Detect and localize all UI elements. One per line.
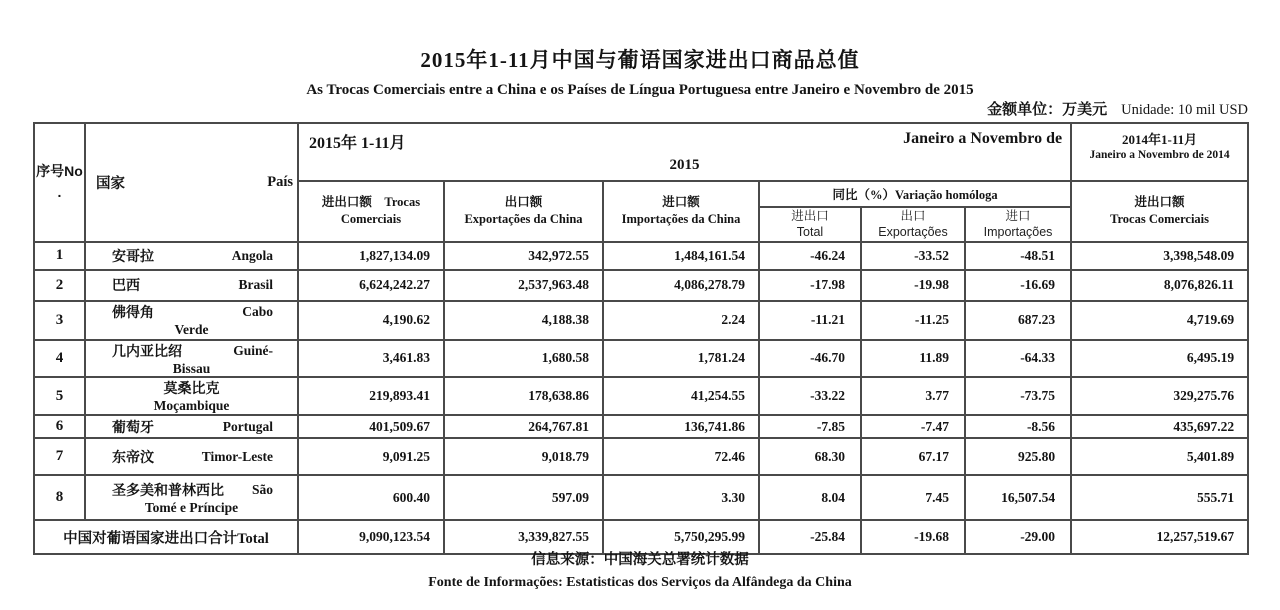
country-name-pt-line2: Verde: [174, 322, 209, 338]
col-header-exports-zh: 出口额: [504, 195, 543, 210]
country-cell: [85, 242, 298, 270]
col-header-country-zh: 国家: [96, 175, 125, 192]
col-header-yoy-total: [759, 207, 861, 242]
col-header-yoy-imports-pt: Importações: [983, 225, 1053, 240]
col-header-no-line1: 序号No: [36, 163, 83, 180]
total-trade-value: 9,090,123.54: [298, 520, 444, 554]
row-number: 3: [34, 301, 85, 340]
trade-value: 9,091.25: [298, 438, 444, 475]
header-row-1: [34, 123, 1248, 181]
yoy-imports-value: 16,507.54: [965, 475, 1071, 520]
header-period-2015: [298, 123, 1071, 181]
col-header-no-line2: .: [57, 184, 62, 201]
yoy-total-value: -46.70: [759, 340, 861, 378]
col-header-2014-trade-zh: 进出口额: [1134, 195, 1185, 210]
yoy-exports-value: -11.25: [861, 301, 965, 340]
header-period-2015-year: 2015: [669, 157, 700, 173]
imports-value: 4,086,278.79: [603, 270, 759, 301]
total-2014-value: 12,257,519.67: [1071, 520, 1248, 554]
country-name-zh: 东帝汶: [112, 450, 154, 466]
col-header-yoy-imports-zh: 进口: [1005, 209, 1031, 223]
row-number: 4: [34, 340, 85, 378]
page-title: 2015年1-11月中国与葡语国家进出口商品总值: [420, 48, 860, 72]
col-header-no: [34, 123, 85, 242]
imports-value: 1,781.24: [603, 340, 759, 378]
yoy-imports-value: -64.33: [965, 340, 1071, 378]
yoy-imports-value: -16.69: [965, 270, 1071, 301]
imports-value: 2.24: [603, 301, 759, 340]
country-name-zh: 安哥拉: [112, 249, 154, 265]
country-cell: [85, 377, 298, 415]
exports-value: 597.09: [444, 475, 603, 520]
country-name-pt-line2: Tomé e Príncipe: [144, 499, 239, 515]
header-period-2014: [1071, 123, 1248, 181]
country-name-pt: Guiné-: [233, 342, 273, 358]
col-header-trade-line2: Comerciais: [340, 212, 402, 227]
country-name-pt: Cabo: [242, 304, 273, 320]
imports-value: 136,741.86: [603, 415, 759, 438]
imports-value: 1,484,161.54: [603, 242, 759, 270]
country-name-pt: São: [251, 481, 273, 497]
yoy-total-value: -7.85: [759, 415, 861, 438]
yoy-exports-value: 11.89: [861, 340, 965, 378]
exports-value: 9,018.79: [444, 438, 603, 475]
total-imports-value: 5,750,295.99: [603, 520, 759, 554]
yoy-exports-value: -19.98: [861, 270, 965, 301]
table-body: [34, 242, 1248, 521]
row-number: 2: [34, 270, 85, 301]
total-exports-value: 3,339,827.55: [444, 520, 603, 554]
unit-label-zh: 金额单位：万美元: [987, 102, 1108, 118]
trade-value: 4,190.62: [298, 301, 444, 340]
country-line1: [86, 378, 297, 398]
country-name-pt: Portugal: [222, 418, 273, 434]
table-row: [34, 270, 1248, 301]
country-name-zh: 莫桑比克: [163, 382, 220, 398]
trade-value: 401,509.67: [298, 415, 444, 438]
country-line1: [86, 447, 297, 467]
col-header-yoy: 同比（%）Variação homóloga: [759, 181, 1071, 207]
table-row: [34, 415, 1248, 438]
col-header-exports: [444, 181, 603, 242]
total-yoy-imports-value: -29.00: [965, 520, 1071, 554]
header-period-2015-pt: Janeiro a Novembro de: [903, 130, 1063, 147]
value-2014: 5,401.89: [1071, 438, 1248, 475]
source-note-pt: Fonte de Informações: Estatisticas dos Serviços da Alfândega da China: [428, 575, 852, 590]
value-2014: 4,719.69: [1071, 301, 1248, 340]
col-header-yoy-total-zh: 进出口: [791, 209, 829, 223]
yoy-exports-value: 3.77: [861, 377, 965, 415]
header-period-2015-line1: [299, 124, 1070, 153]
trade-value: 3,461.83: [298, 340, 444, 378]
col-header-trade: [298, 181, 444, 242]
col-header-exports-pt: Exportações da China: [464, 212, 583, 227]
country-line1: [86, 246, 297, 266]
imports-value: 3.30: [603, 475, 759, 520]
country-name-pt: Timor-Leste: [201, 448, 273, 464]
col-header-trade-line1: 进出口额 Trocas: [321, 195, 421, 210]
country-name-pt-line2: Moçambique: [153, 398, 230, 414]
trade-table: [33, 122, 1249, 555]
exports-value: 264,767.81: [444, 415, 603, 438]
yoy-exports-value: 7.45: [861, 475, 965, 520]
page-subtitle: As Trocas Comerciais entre a China e os Países de Língua Portuguesa entre Janeiro e Novembro de 2015: [306, 82, 974, 98]
country-line1: [86, 302, 297, 322]
source-note-zh: 信息来源：中国海关总署统计数据: [531, 552, 749, 568]
col-header-yoy-exports-pt: Exportações: [878, 225, 948, 240]
col-header-imports: [603, 181, 759, 242]
total-yoy-total-value: -25.84: [759, 520, 861, 554]
col-header-yoy-imports: [965, 207, 1071, 242]
value-2014: 435,697.22: [1071, 415, 1248, 438]
value-2014: 329,275.76: [1071, 377, 1248, 415]
exports-value: 1,680.58: [444, 340, 603, 378]
table-row: [34, 475, 1248, 520]
country-line1: [86, 275, 297, 295]
row-number: 6: [34, 415, 85, 438]
country-cell: [85, 340, 298, 378]
col-header-2014-trade: [1071, 181, 1248, 242]
country-name-pt: Angola: [231, 247, 273, 263]
country-name-pt-line2: Bissau: [172, 360, 211, 376]
trade-value: 1,827,134.09: [298, 242, 444, 270]
total-yoy-exports-value: -19.68: [861, 520, 965, 554]
col-header-country-wrap: [86, 172, 297, 193]
table-row: [34, 438, 1248, 475]
yoy-imports-value: -48.51: [965, 242, 1071, 270]
yoy-exports-value: -7.47: [861, 415, 965, 438]
exports-value: 342,972.55: [444, 242, 603, 270]
country-cell: [85, 270, 298, 301]
row-number: 7: [34, 438, 85, 475]
value-2014: 555.71: [1071, 475, 1248, 520]
col-header-2014-trade-pt: Trocas Comerciais: [1110, 212, 1210, 227]
header-period-2015-zh: 2015年 1-11月: [309, 135, 406, 152]
country-name-zh: 几内亚比绍: [112, 344, 182, 360]
col-header-country-pt: País: [267, 173, 293, 190]
country-line1: [86, 341, 297, 361]
yoy-total-value: -46.24: [759, 242, 861, 270]
table-row: [34, 377, 1248, 415]
yoy-total-value: -11.21: [759, 301, 861, 340]
table-row: [34, 340, 1248, 378]
country-cell: [85, 438, 298, 475]
yoy-total-value: -17.98: [759, 270, 861, 301]
value-2014: 8,076,826.11: [1071, 270, 1248, 301]
yoy-exports-value: -33.52: [861, 242, 965, 270]
yoy-imports-value: -73.75: [965, 377, 1071, 415]
unit-line: [987, 98, 1248, 119]
unit-label-pt: Unidade: 10 mil USD: [1121, 102, 1248, 118]
country-name-zh: 佛得角: [112, 306, 154, 322]
table-row: [34, 301, 1248, 340]
country-cell: [85, 475, 298, 520]
yoy-total-value: 68.30: [759, 438, 861, 475]
country-name-zh: 巴西: [112, 279, 140, 294]
header-period-2014-pt: Janeiro a Novembro de 2014: [1089, 149, 1230, 161]
col-header-yoy-total-pt: Total: [796, 225, 824, 240]
trade-value: 600.40: [298, 475, 444, 520]
exports-value: 4,188.38: [444, 301, 603, 340]
total-label: 中国对葡语国家进出口合计Total: [34, 520, 298, 554]
value-2014: 6,495.19: [1071, 340, 1248, 378]
country-name-zh: 圣多美和普林西比: [112, 483, 224, 499]
exports-value: 178,638.86: [444, 377, 603, 415]
table-row: [34, 242, 1248, 270]
yoy-imports-value: 925.80: [965, 438, 1071, 475]
country-cell: [85, 415, 298, 438]
col-header-yoy-exports: [861, 207, 965, 242]
row-number: 1: [34, 242, 85, 270]
header-period-2014-zh: 2014年1-11月: [1122, 132, 1198, 147]
yoy-total-value: -33.22: [759, 377, 861, 415]
yoy-total-value: 8.04: [759, 475, 861, 520]
exports-value: 2,537,963.48: [444, 270, 603, 301]
country-name-zh: 葡萄牙: [112, 420, 154, 436]
country-line1: [86, 417, 297, 437]
row-number: 8: [34, 475, 85, 520]
col-header-imports-zh: 进口额: [662, 195, 700, 210]
imports-value: 72.46: [603, 438, 759, 475]
country-name-pt: Brasil: [238, 277, 273, 292]
country-cell: [85, 301, 298, 340]
col-header-yoy-exports-zh: 出口: [900, 209, 926, 223]
yoy-imports-value: -8.56: [965, 415, 1071, 438]
row-number: 5: [34, 377, 85, 415]
yoy-imports-value: 687.23: [965, 301, 1071, 340]
trade-value: 219,893.41: [298, 377, 444, 415]
trade-value: 6,624,242.27: [298, 270, 444, 301]
country-line1: [86, 480, 297, 500]
col-header-country: [85, 123, 298, 242]
col-header-imports-pt: Importações da China: [621, 212, 741, 227]
imports-value: 41,254.55: [603, 377, 759, 415]
value-2014: 3,398,548.09: [1071, 242, 1248, 270]
yoy-exports-value: 67.17: [861, 438, 965, 475]
